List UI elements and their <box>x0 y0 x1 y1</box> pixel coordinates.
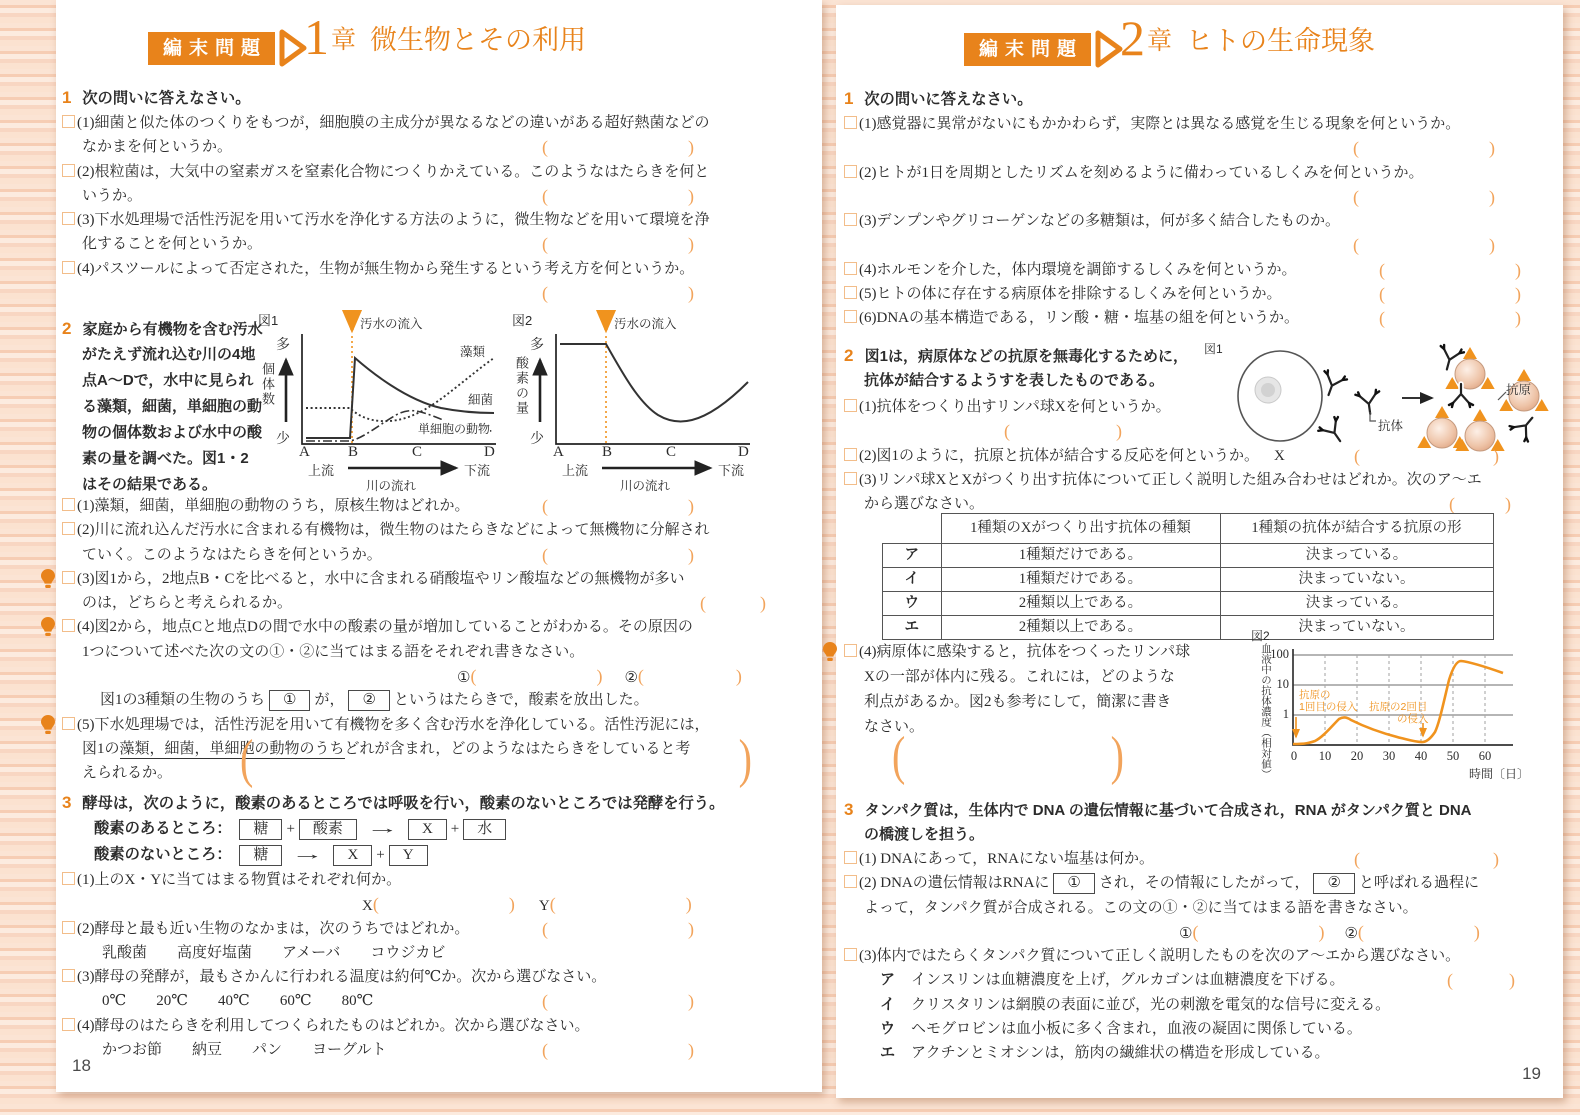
blank-box-1: ① <box>269 690 310 711</box>
badge-label: 編末問題 <box>964 33 1091 66</box>
table-row <box>883 568 1494 592</box>
figure-label: 図1 <box>1204 342 1223 356</box>
sewage-inflow-label: 汚水の流入 <box>614 317 677 331</box>
hint-lightbulb-icon <box>823 642 837 671</box>
x-tick: D <box>738 444 749 460</box>
answer-blank: ( ) <box>542 234 694 255</box>
checkbox <box>844 310 857 323</box>
reaction-arrow: → <box>365 821 399 837</box>
answer-blank: ( ) <box>542 991 694 1012</box>
stem-line: タンパク質は，生体内で DNA の遺伝情報に基づいて合成され，RNA がタンパク質と DNA <box>864 802 1472 819</box>
cell: 1種類だけである。 <box>941 544 1220 568</box>
fill-sentence: が， <box>314 692 345 709</box>
circled-1: ① <box>457 670 471 687</box>
checkbox <box>62 872 75 885</box>
chapter-end-badge <box>148 28 308 68</box>
option-list: 0℃ 20℃ 40℃ 60℃ 80℃ <box>102 993 374 1010</box>
answer-blank: ( ) <box>542 544 694 565</box>
equation-label: 酸素のあるところ： <box>94 820 232 837</box>
answer-blank: ( ) <box>1353 138 1495 159</box>
y-label: Y <box>538 898 550 915</box>
question-text: 1つについて述べた次の文の①・②に当てはまる語をそれぞれ書きなさい。 <box>82 643 585 660</box>
x-tick: B <box>602 444 613 460</box>
figure-label: 図2 <box>512 313 533 328</box>
cell: 2種類以上である。 <box>941 616 1220 640</box>
answer-blank: ( ) <box>542 185 694 206</box>
checkbox <box>844 165 857 178</box>
x-tick: B <box>348 444 359 460</box>
answer-blank-large: ( ) <box>240 728 752 789</box>
answer-blank: ( ) <box>542 1040 694 1061</box>
checkbox <box>62 115 75 128</box>
question-text: いうか。 <box>82 187 143 204</box>
option-key: エ <box>880 1044 896 1062</box>
cell: 決まっていない。 <box>1220 616 1493 640</box>
row-key: ウ <box>883 592 942 616</box>
blank-box-2: ② <box>1313 873 1354 894</box>
question-text: えられるか。 <box>82 765 173 782</box>
question-text: よって，タンパク質が合成される。この文の①・②に当てはまる語を書きなさい。 <box>864 899 1418 916</box>
checkbox <box>844 213 857 226</box>
x-tick: 0 <box>1290 749 1298 763</box>
figure-label: 図1 <box>258 313 279 328</box>
y-axis-label: 個体数 <box>260 362 275 407</box>
option-text: インスリンは血糖濃度を上げ，グルカゴンは血糖濃度を下げる。 <box>911 972 1345 989</box>
checkbox <box>844 472 857 485</box>
checkbox <box>62 571 75 584</box>
chapter-number: 1 <box>304 9 329 65</box>
page-number: 18 <box>72 1056 91 1075</box>
question-text: (1) DNAにあって，RNAにない塩基は何か。 <box>859 851 1154 867</box>
question-text: (3)デンプンやグリコーゲンなどの多糖類は，何が多く結合したものか。 <box>859 213 1340 230</box>
question-text: (4)パスツールによって否定された，生物が無生物から発生するという考え方を何というか。 <box>77 260 695 277</box>
answer-blank: ( ) <box>1004 421 1122 442</box>
y-axis-max: 多 <box>530 336 544 352</box>
question-text: 化することを何というか。 <box>82 236 263 253</box>
stem-line: 図1は，病原体などの抗原を無毒化するために， <box>864 348 1188 365</box>
stem-line: 物の個体数および水中の酸 <box>82 424 263 441</box>
question-text: (3)図1から，2地点B・Cを比べると，水中に含まれる硝酸塩やリン酸塩などの無機物が多い <box>77 570 685 587</box>
x-tick: 20 <box>1350 749 1364 763</box>
question-3-block <box>844 797 1551 1066</box>
checkbox <box>844 286 857 299</box>
answer-blank: ( ) <box>542 918 694 939</box>
first-invasion-label2: 1回目の侵入 <box>1299 701 1358 713</box>
product-x: X <box>408 819 447 840</box>
page-left <box>56 0 822 1092</box>
cell: 決まっている。 <box>1220 544 1493 568</box>
question-text: (4)図2から，地点Cと地点Dの間で水中の酸素の量が増加していることがわかる。その原因の <box>77 619 693 636</box>
question-text: 利点があるか。図2も参考にして，簡潔に書き <box>864 694 1172 710</box>
x-tick: 50 <box>1446 749 1460 763</box>
question-1-block <box>844 85 1551 331</box>
checkbox <box>62 498 75 511</box>
question-2-stem <box>62 316 267 498</box>
row-key: イ <box>883 568 942 592</box>
checkbox <box>844 399 857 412</box>
table-row <box>883 544 1494 568</box>
product-water: 水 <box>463 819 506 840</box>
stem-line: がたえず流れ込む川の4地 <box>82 346 256 363</box>
page-number: 19 <box>1522 1064 1541 1083</box>
question-text: (1)藻類，細菌，単細胞の動物のうち，原核生物はどれか。 <box>77 498 470 514</box>
stem-line: 家庭から有機物を含む汚水 <box>82 321 263 338</box>
question-text: なかまを何というか。 <box>82 139 233 156</box>
checkbox <box>844 116 857 129</box>
cell-x-label: X <box>1274 448 1285 464</box>
question-stem: 酵母は，次のように，酸素のあるところでは呼吸を行い，酸素のないところでは発酵を行う。 <box>82 795 725 812</box>
stem-line: る藻類，細菌，単細胞の動 <box>82 398 263 415</box>
question-text: (4)病原体に感染すると，抗体をつくったリンパ球 <box>859 644 1191 660</box>
downstream-label: 下流 <box>464 463 491 478</box>
question-2-items <box>844 395 1551 516</box>
upstream-label: 上流 <box>308 463 335 478</box>
checkbox <box>844 851 857 864</box>
series-label-protozoa: 単細胞の動物 <box>418 422 491 436</box>
answer-blank: ( ) <box>1379 259 1521 280</box>
question-text: (1)上のX・Yに当てはまる物質はそれぞれ何か。 <box>77 872 402 888</box>
circled-2: ② <box>624 670 638 687</box>
numbered-answer-blanks: ① ( ) ② ( ) <box>457 664 742 690</box>
reaction-arrow: → <box>291 847 325 863</box>
option-list: 乳酸菌 高度好塩菌 アメーバ コウジカビ <box>102 944 446 961</box>
question-text: され，その情報にしたがって， <box>1098 875 1310 892</box>
series-label-bacteria: 細菌 <box>468 393 494 407</box>
question-text: (2)川に流れ込んだ汚水に含まれる有機物は，微生物のはたらきなどによって無機物に分解され <box>77 522 710 539</box>
question-stem: 次の問いに答えなさい。 <box>864 91 1033 108</box>
question-text: (1)抗体をつくり出すリンパ球Xを何というか。 <box>859 399 1171 415</box>
stem-line: 点A〜Dで，水中に見られ <box>82 372 254 389</box>
question-text: (3)体内ではたらくタンパク質について正しく説明したものを次のア〜エから選びなさい。 <box>859 948 1461 965</box>
y-tick: 100 <box>1270 647 1289 661</box>
circled-2: ② <box>1344 925 1358 942</box>
chapter-name: ヒトの生命現象 <box>1186 25 1376 56</box>
stem-line: 抗体が結合するようすを表したものである。 <box>864 372 1165 389</box>
checkbox <box>844 948 857 961</box>
answer-blank: ( ) <box>700 593 766 614</box>
answer-blank: ( ) <box>1379 308 1521 329</box>
question-number: 3 <box>62 793 72 812</box>
reactant-sugar: 糖 <box>239 845 282 866</box>
question-number: 3 <box>844 800 854 819</box>
fill-sentence: というはたらきで，酸素を放出した。 <box>393 692 649 709</box>
x-axis-label: 時間〔日〕 <box>1469 767 1530 781</box>
first-invasion-label: 抗原の <box>1299 689 1331 701</box>
question-text: (6)DNAの基本構造である，リン酸・糖・塩基の組を何というか。 <box>859 310 1299 327</box>
table-header-2: 1種類の抗体が結合する抗原の形 <box>1220 514 1493 544</box>
question-number: 2 <box>62 319 72 338</box>
antigen-label: 抗原 <box>1506 383 1532 397</box>
question-text: と呼ばれる過程に <box>1358 875 1479 892</box>
checkbox <box>844 644 857 657</box>
series-label-algae: 藻類 <box>460 345 486 359</box>
x-tick: 60 <box>1478 749 1492 763</box>
blank-box-2: ② <box>348 690 389 711</box>
plus-sign: + <box>376 847 385 863</box>
stem-line: の橋渡しを担う。 <box>864 826 985 843</box>
table-header-1: 1種類のXがつくり出す抗体の種類 <box>941 514 1220 544</box>
reactant-sugar: 糖 <box>239 819 282 840</box>
figure-label: 図2 <box>1251 629 1270 643</box>
question-text: 図1の <box>82 740 120 757</box>
checkbox <box>62 261 75 274</box>
product-x: X <box>333 845 372 866</box>
x-tick: A <box>299 444 310 460</box>
checkbox <box>844 262 857 275</box>
chapter-title <box>1120 10 1376 66</box>
xy-answer-blanks: X ( ) Y ( ) <box>362 892 692 918</box>
question-text: (5)ヒトの体に存在する病原体を排除するしくみを何というか。 <box>859 286 1282 303</box>
y-axis-min: 少 <box>276 430 290 446</box>
question-3-block <box>62 790 812 1062</box>
stem-line: 素の量を調べた。図1・2 <box>82 450 249 467</box>
answer-blank: ( ) <box>1379 284 1521 305</box>
x-tick: A <box>553 444 564 460</box>
row-key: ア <box>883 544 942 568</box>
chapter-end-badge <box>964 29 1124 69</box>
question-number: 2 <box>844 346 854 365</box>
question-stem: 次の問いに答えなさい。 <box>82 90 251 107</box>
answer-blank: ( ) <box>1354 849 1499 869</box>
answer-blank: ( ) <box>542 496 694 516</box>
figure-2-antibody-chart <box>1251 625 1551 785</box>
checkbox <box>62 522 75 535</box>
y-axis-max: 多 <box>276 336 290 352</box>
second-invasion-label: 抗原の2回目 <box>1369 701 1428 713</box>
x-tick: C <box>412 444 423 460</box>
equation-label: 酸素のないところ： <box>94 846 232 863</box>
question-2-stem <box>844 343 1224 393</box>
question-2-items <box>62 494 812 789</box>
question-text: Xの一部が体内に残る。これには，どのような <box>864 669 1175 685</box>
chapter-suffix: 章 <box>1147 26 1173 55</box>
second-invasion-label2: の侵入 <box>1397 713 1429 725</box>
question-text: (3)酵母の発酵が，最もさかんに行われる温度は約何℃か。次から選びなさい。 <box>77 969 607 986</box>
hint-lightbulb-icon <box>41 569 55 597</box>
hint-lightbulb-icon <box>41 715 55 743</box>
flow-label: 川の流れ <box>366 479 417 493</box>
option-key: ウ <box>880 1020 896 1038</box>
question-number: 1 <box>844 89 854 108</box>
question-text: から選びなさい。 <box>864 496 985 513</box>
question-text: のは，どちらと考えられるか。 <box>82 595 293 612</box>
row-key: エ <box>883 616 942 640</box>
plus-sign: + <box>450 821 460 837</box>
blank-box-1: ① <box>1053 873 1094 894</box>
fill-sentence: 図1の3種類の生物のうち <box>100 692 266 709</box>
reactant-oxygen: 酸素 <box>299 819 357 840</box>
question-text: (2)酵母と最も近い生物のなかまは，次のうちではどれか。 <box>77 920 470 937</box>
badge-label: 編末問題 <box>148 32 275 65</box>
question-text: (1)細菌と似た体のつくりをもつが，細胞膜の主成分が異なるなどの違いがある超好熱菌などの <box>77 115 710 131</box>
option-list: かつお節 納豆 パン ヨーグルト <box>102 1042 387 1059</box>
chapter-suffix: 章 <box>331 25 357 54</box>
answer-blank: ( ) <box>1353 235 1495 256</box>
figure-2-oxygen-graph <box>510 310 772 492</box>
answer-blank: ( ) <box>1447 970 1515 991</box>
cell: 決まっていない。 <box>1220 568 1493 592</box>
question-text: (2)ヒトが1日を周期としたリズムを刻めるように備わっているしくみを何というか。 <box>859 164 1424 181</box>
checkbox <box>62 717 75 730</box>
question-text: (2) DNAの遺伝情報はRNAに <box>859 875 1050 892</box>
x-tick: 10 <box>1318 749 1332 763</box>
option-text: ヘモグロビンは血小板に多く含まれ，血液の凝固に関係している。 <box>911 1021 1362 1038</box>
flow-label: 川の流れ <box>620 479 671 493</box>
x-tick: 30 <box>1382 749 1396 763</box>
cell: 1種類だけである。 <box>941 568 1220 592</box>
question-text: どれが含まれ，どのようなはたらきをしていると考 <box>344 740 691 757</box>
checkbox <box>62 619 75 632</box>
question-text: (4)ホルモンを介した，体内環境を調節するしくみを何というか。 <box>859 261 1297 278</box>
checkbox <box>62 1018 75 1031</box>
question-text: なさい。 <box>864 719 925 735</box>
checkbox <box>62 969 75 982</box>
chapter-number: 2 <box>1120 10 1145 66</box>
option-key: イ <box>880 995 896 1013</box>
question-text: (2)根粒菌は，大気中の窒素ガスを窒素化合物につくりかえている。このようなはたらきを何と <box>77 163 710 180</box>
figure-1-population-graph <box>256 310 508 492</box>
antibody-table <box>882 513 1494 640</box>
answer-blank: ( ) <box>1354 445 1499 466</box>
downstream-label: 下流 <box>718 463 745 478</box>
x-tick: D <box>484 444 495 460</box>
antibody-label: 抗体 <box>1378 419 1404 433</box>
question-1-block <box>62 84 812 305</box>
y-tick: 1 <box>1282 707 1289 721</box>
x-tick: C <box>666 444 677 460</box>
cell: 2種類以上である。 <box>941 592 1220 616</box>
page-right <box>836 5 1563 1098</box>
option-text: クリスタリンは網膜の表面に並び，光の刺激を電気的な信号に変える。 <box>911 996 1391 1013</box>
cell: 決まっている。 <box>1220 592 1493 616</box>
question-2-item-4 <box>844 640 1244 786</box>
plus-sign: + <box>286 821 295 837</box>
checkbox <box>844 448 857 461</box>
upstream-label: 上流 <box>562 463 589 478</box>
table-row <box>883 592 1494 616</box>
answer-blank: ( ) <box>1449 494 1511 515</box>
answer-blank: ( ) <box>1353 186 1495 207</box>
hint-lightbulb-icon <box>41 617 55 645</box>
question-number: 1 <box>62 88 72 107</box>
y-axis-label: 血液中の抗体濃度（相対値） <box>1260 643 1272 780</box>
question-text: (1)感覚器に異常がないにもかかわらず，実際とは異なる感覚を生じる現象を何というか。 <box>859 116 1461 132</box>
checkbox <box>62 164 75 177</box>
question-text: ていく。このようなはたらきを何というか。 <box>82 546 382 563</box>
answer-blank-large: ( ) <box>892 724 1124 786</box>
numbered-answer-blanks: ① ( ) ② ( ) <box>1179 920 1480 946</box>
question-text: (2)図1のように，抗原と抗体が結合する反応を何というか。 <box>859 447 1259 464</box>
stem-line: はその結果である。 <box>82 476 218 493</box>
y-axis-label: 酸素の量 <box>514 356 529 416</box>
question-text: (4)酵母のはたらきを利用してつくられたものはどれか。次から選びなさい。 <box>77 1017 590 1034</box>
x-label: X <box>362 898 373 915</box>
option-key: ア <box>880 971 896 989</box>
option-text: アクチンとミオシンは，筋肉の繊維状の構造を形成している。 <box>911 1045 1330 1062</box>
y-axis-min: 少 <box>530 430 544 446</box>
question-text: (3)リンパ球XとXがつくり出す抗体について正しく説明した組み合わせはどれか。次のア〜エ <box>859 471 1482 488</box>
sewage-inflow-label: 汚水の流入 <box>360 317 423 331</box>
question-text: (5)下水処理場では，活性汚泥を用いて有機物を多く含む汚水を浄化している。活性汚泥には， <box>77 716 710 733</box>
product-y: Y <box>389 845 428 866</box>
question-text: (3)下水処理場で活性汚泥を用いて汚水を浄化する方法のように，微生物などを用いて環境を浄 <box>77 212 710 229</box>
checkbox <box>844 875 857 888</box>
circled-1: ① <box>1179 925 1193 942</box>
x-tick: 40 <box>1414 749 1428 763</box>
underlined-text: 藻類，細菌，単細胞の動物のうち <box>119 740 345 757</box>
answer-blank: ( ) <box>542 137 694 158</box>
y-tick: 10 <box>1276 677 1289 691</box>
chapter-name: 微生物とその利用 <box>370 24 587 55</box>
answer-blank: ( ) <box>542 283 694 304</box>
chapter-title <box>304 9 587 65</box>
checkbox <box>62 921 75 934</box>
checkbox <box>62 212 75 225</box>
